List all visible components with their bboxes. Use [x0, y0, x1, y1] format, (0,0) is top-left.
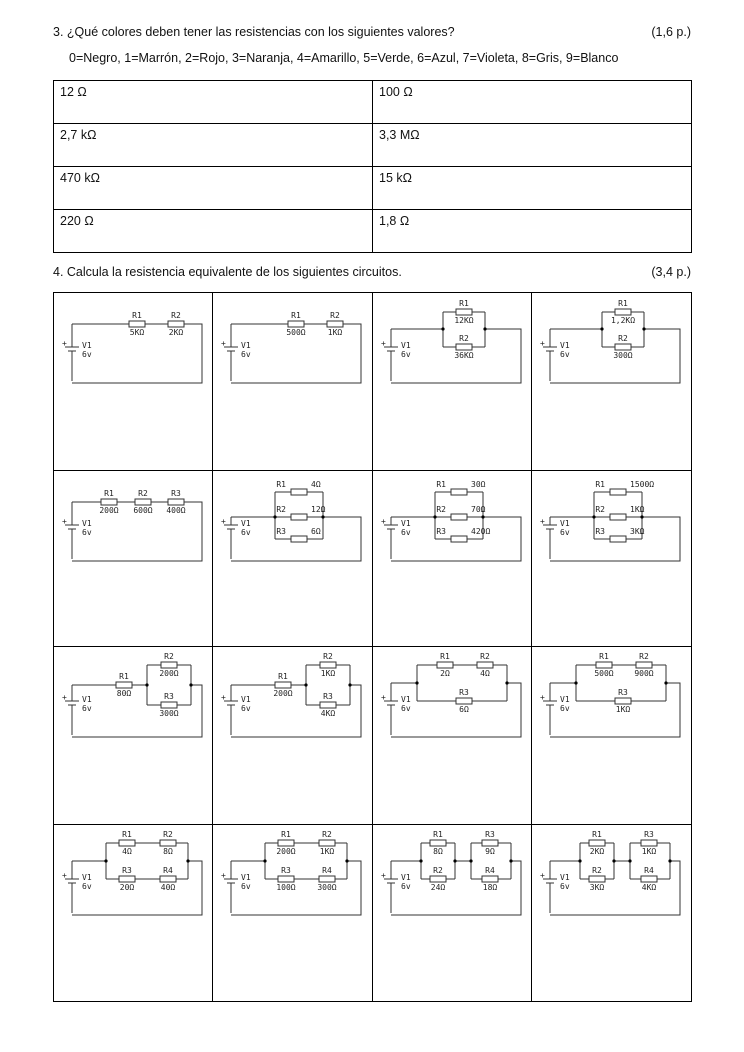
circuit-diagram — [54, 647, 213, 757]
resistor-name: R2 — [432, 866, 443, 875]
resistor-value: 8Ω — [163, 847, 173, 856]
junction-dot — [186, 859, 189, 862]
resistor-value: 5KΩ — [129, 328, 145, 337]
resistor-symbol — [161, 662, 177, 668]
battery-value: 6v — [559, 704, 570, 713]
junction-dot — [441, 327, 444, 330]
circuit-diagram — [213, 293, 372, 403]
resistor-name: R2 — [435, 505, 446, 514]
resistor-name: R4 — [163, 866, 173, 875]
resistor-name: R3 — [281, 866, 292, 875]
battery-plus: + — [62, 693, 67, 702]
battery-name: V1 — [241, 873, 251, 882]
resistor-value: 500Ω — [286, 328, 306, 337]
resistor-symbol — [615, 309, 631, 315]
battery-name: V1 — [82, 341, 92, 350]
circuit-cell — [373, 471, 532, 647]
resistor-symbol — [482, 876, 498, 882]
resistor-value: 500Ω — [594, 669, 614, 678]
junction-dot — [264, 859, 267, 862]
circuit-cell — [54, 825, 213, 1001]
battery-value: 6v — [82, 350, 92, 359]
resistor-value: 300Ω — [159, 709, 179, 718]
question-4-points: (3,4 p.) — [651, 265, 691, 279]
resistor-name: R1 — [598, 652, 609, 661]
battery-plus: + — [380, 517, 386, 526]
battery-value: 6v — [241, 350, 251, 359]
resistor-value: 1500Ω — [629, 480, 654, 489]
battery-value: 6v — [82, 704, 92, 713]
resistor-name: R1 — [276, 480, 287, 489]
table-row — [54, 124, 692, 167]
circuit-diagram — [532, 825, 691, 935]
battery-name: V1 — [241, 519, 251, 528]
resistor-symbol — [160, 876, 176, 882]
resistor-value: 18Ω — [482, 883, 497, 892]
battery-value: 6v — [400, 882, 411, 891]
resistor-symbol — [319, 876, 335, 882]
value-cell: 1,8 Ω — [373, 210, 692, 253]
resistor-name: R1 — [291, 311, 302, 320]
resistor-symbol — [456, 698, 472, 704]
resistor-value: 4Ω — [122, 847, 132, 856]
resistance-values-table — [53, 80, 692, 253]
resistor-symbol — [451, 489, 467, 495]
junction-dot — [600, 327, 603, 330]
resistor-symbol — [327, 321, 343, 327]
circuit-diagram — [373, 647, 532, 757]
circuit-cell — [213, 471, 372, 647]
resistor-value: 3KΩ — [629, 527, 645, 536]
junction-dot — [419, 859, 422, 862]
resistor-value: 24Ω — [430, 883, 445, 892]
resistor-name: R3 — [276, 527, 287, 536]
resistor-name: R2 — [171, 311, 181, 320]
resistor-symbol — [160, 840, 176, 846]
resistor-value: 70Ω — [470, 505, 485, 514]
junction-dot — [481, 515, 484, 518]
resistor-value: 900Ω — [634, 669, 654, 678]
resistor-name: R1 — [281, 830, 292, 839]
resistor-symbol — [168, 499, 184, 505]
circuit-diagram — [532, 293, 691, 403]
resistor-symbol — [477, 662, 493, 668]
resistor-symbol — [456, 344, 472, 350]
resistor-name: R3 — [435, 527, 446, 536]
battery-plus: + — [62, 871, 67, 880]
battery-name: V1 — [559, 519, 570, 528]
resistor-name: R3 — [171, 489, 181, 498]
resistor-name: R1 — [119, 672, 129, 681]
battery-plus: + — [221, 339, 227, 348]
battery-value: 6v — [241, 528, 251, 537]
resistor-value: 12Ω — [311, 505, 326, 514]
resistor-symbol — [615, 698, 631, 704]
circuit-diagram — [373, 471, 532, 581]
battery-value: 6v — [559, 882, 570, 891]
battery-name: V1 — [82, 695, 92, 704]
circuit-diagram — [213, 471, 372, 581]
table-row — [54, 210, 692, 253]
resistor-symbol — [278, 840, 294, 846]
resistor-value: 1,2KΩ — [610, 316, 635, 325]
battery-name: V1 — [400, 341, 411, 350]
circuit-diagram — [213, 647, 372, 757]
circuit-cell — [213, 825, 372, 1001]
resistor-name: R2 — [163, 830, 173, 839]
resistor-symbol — [589, 840, 605, 846]
resistor-name: R2 — [591, 866, 602, 875]
resistor-value: 100Ω — [276, 883, 296, 892]
battery-name: V1 — [559, 873, 570, 882]
circuit-cell — [373, 293, 532, 471]
junction-dot — [592, 515, 595, 518]
circuit-diagram — [54, 293, 213, 403]
circuits-grid — [53, 292, 692, 1002]
resistor-symbol — [288, 321, 304, 327]
battery-name: V1 — [400, 695, 411, 704]
battery-plus: + — [380, 339, 386, 348]
resistor-name: R1 — [132, 311, 142, 320]
resistor-symbol — [291, 514, 307, 520]
resistor-symbol — [320, 702, 336, 708]
junction-dot — [642, 327, 645, 330]
resistor-symbol — [161, 702, 177, 708]
resistor-symbol — [168, 321, 184, 327]
resistor-value: 12KΩ — [453, 316, 474, 325]
junction-dot — [612, 859, 615, 862]
resistor-value: 2KΩ — [589, 847, 604, 856]
resistor-value: 4KΩ — [641, 883, 656, 892]
value-cell: 2,7 kΩ — [54, 124, 373, 167]
circuit-diagram — [373, 825, 532, 935]
junction-dot — [346, 859, 349, 862]
resistor-name: R1 — [617, 299, 628, 308]
battery-value: 6v — [241, 882, 251, 891]
resistor-value: 36KΩ — [453, 351, 474, 360]
resistor-name: R2 — [479, 652, 490, 661]
battery-value: 6v — [559, 350, 570, 359]
circuit-cell — [373, 647, 532, 825]
battery-name: V1 — [241, 341, 251, 350]
resistor-name: R2 — [617, 334, 628, 343]
resistor-symbol — [430, 876, 446, 882]
resistor-value: 30Ω — [470, 480, 485, 489]
battery-value: 6v — [241, 704, 251, 713]
resistor-symbol — [119, 876, 135, 882]
battery-plus: + — [62, 517, 67, 526]
battery-plus: + — [221, 693, 227, 702]
resistor-symbol — [610, 536, 626, 542]
resistor-value: 6Ω — [311, 527, 321, 536]
resistor-value: 20Ω — [119, 883, 135, 892]
resistor-symbol — [320, 662, 336, 668]
junction-dot — [668, 859, 671, 862]
battery-name: V1 — [82, 873, 92, 882]
resistor-symbol — [291, 489, 307, 495]
junction-dot — [322, 515, 325, 518]
resistor-name: R4 — [322, 866, 333, 875]
resistor-name: R3 — [595, 527, 605, 536]
circuit-diagram — [213, 825, 372, 935]
resistor-symbol — [437, 662, 453, 668]
battery-name: V1 — [559, 341, 570, 350]
resistor-symbol — [278, 876, 294, 882]
battery-name: V1 — [559, 695, 570, 704]
circuit-cell — [54, 647, 213, 825]
color-code-legend: 0=Negro, 1=Marrón, 2=Rojo, 3=Naranja, 4=Amarillo, 5=Verde, 6=Azul, 7=Violeta, 8=Gris, 9=Blanco — [69, 51, 619, 65]
resistor-name: R4 — [643, 866, 654, 875]
resistor-name: R3 — [643, 830, 654, 839]
resistor-symbol — [451, 536, 467, 542]
resistor-symbol — [610, 514, 626, 520]
battery-name: V1 — [241, 695, 251, 704]
battery-value: 6v — [400, 704, 411, 713]
resistor-name: R2 — [330, 311, 341, 320]
resistor-value: 1KΩ — [615, 705, 630, 714]
resistor-symbol — [451, 514, 467, 520]
resistor-name: R4 — [484, 866, 495, 875]
resistor-symbol — [641, 876, 657, 882]
resistor-value: 1KΩ — [320, 847, 335, 856]
resistor-value: 40Ω — [160, 883, 176, 892]
question-3-title: 3. ¿Qué colores deben tener las resistencias con los siguientes valores? — [53, 25, 455, 39]
junction-dot — [574, 681, 577, 684]
resistor-symbol — [456, 309, 472, 315]
junction-dot — [104, 859, 107, 862]
resistor-symbol — [596, 662, 612, 668]
resistor-value: 8Ω — [432, 847, 443, 856]
resistor-name: R2 — [595, 505, 605, 514]
junction-dot — [578, 859, 581, 862]
resistor-value: 420Ω — [470, 527, 490, 536]
resistor-symbol — [129, 321, 145, 327]
battery-plus: + — [539, 339, 545, 348]
junction-dot — [628, 859, 631, 862]
junction-dot — [483, 327, 486, 330]
circuit-cell — [213, 293, 372, 471]
battery-value: 6v — [400, 528, 411, 537]
battery-name: V1 — [400, 519, 411, 528]
battery-plus: + — [380, 871, 386, 880]
resistor-name: R1 — [432, 830, 443, 839]
question-4-title: 4. Calcula la resistencia equivalente de los siguientes circuitos. — [53, 265, 402, 279]
resistor-symbol — [119, 840, 135, 846]
question-3-points: (1,6 p.) — [651, 25, 691, 39]
resistor-symbol — [319, 840, 335, 846]
resistor-symbol — [135, 499, 151, 505]
resistor-value: 4Ω — [311, 480, 321, 489]
resistor-value: 1KΩ — [321, 669, 336, 678]
resistor-value: 4KΩ — [321, 709, 336, 718]
resistor-value: 600Ω — [133, 506, 153, 515]
resistor-name: R3 — [122, 866, 132, 875]
resistor-name: R2 — [138, 489, 148, 498]
resistor-name: R1 — [278, 672, 289, 681]
resistor-value: 300Ω — [613, 351, 633, 360]
resistor-name: R3 — [617, 688, 628, 697]
battery-value: 6v — [82, 882, 92, 891]
battery-plus: + — [539, 871, 545, 880]
resistor-name: R2 — [323, 652, 334, 661]
resistor-value: 1KΩ — [328, 328, 343, 337]
table-row — [54, 81, 692, 124]
junction-dot — [274, 515, 277, 518]
resistor-name: R1 — [591, 830, 602, 839]
resistor-value: 200Ω — [159, 669, 179, 678]
battery-value: 6v — [82, 528, 92, 537]
circuit-diagram — [54, 471, 213, 581]
resistor-symbol — [636, 662, 652, 668]
resistor-value: 400Ω — [166, 506, 186, 515]
resistor-symbol — [291, 536, 307, 542]
resistor-name: R2 — [322, 830, 333, 839]
junction-dot — [509, 859, 512, 862]
resistor-name: R2 — [276, 505, 287, 514]
battery-plus: + — [221, 871, 227, 880]
resistor-value: 1KΩ — [641, 847, 656, 856]
value-cell: 15 kΩ — [373, 167, 692, 210]
value-cell: 3,3 MΩ — [373, 124, 692, 167]
junction-dot — [145, 683, 148, 686]
resistor-symbol — [430, 840, 446, 846]
circuit-cell — [54, 293, 213, 471]
resistor-name: R3 — [484, 830, 495, 839]
junction-dot — [505, 681, 508, 684]
resistor-value: 1KΩ — [629, 505, 645, 514]
junction-dot — [640, 515, 643, 518]
battery-plus: + — [62, 339, 67, 348]
junction-dot — [189, 683, 192, 686]
table-row — [54, 167, 692, 210]
resistor-name: R3 — [458, 688, 469, 697]
value-cell: 100 Ω — [373, 81, 692, 124]
resistor-name: R1 — [122, 830, 132, 839]
resistor-name: R1 — [435, 480, 446, 489]
resistor-value: 200Ω — [276, 847, 296, 856]
circuit-cell — [532, 293, 691, 471]
junction-dot — [664, 681, 667, 684]
resistor-value: 200Ω — [273, 689, 293, 698]
resistor-name: R1 — [104, 489, 114, 498]
resistor-value: 300Ω — [317, 883, 337, 892]
junction-dot — [469, 859, 472, 862]
circuit-cell — [213, 647, 372, 825]
resistor-value: 80Ω — [116, 689, 132, 698]
resistor-value: 9Ω — [484, 847, 495, 856]
junction-dot — [415, 681, 418, 684]
resistor-name: R2 — [164, 652, 174, 661]
resistor-value: 3KΩ — [589, 883, 604, 892]
battery-plus: + — [539, 693, 545, 702]
resistor-name: R3 — [164, 692, 174, 701]
circuit-cell — [373, 825, 532, 1001]
junction-dot — [349, 683, 352, 686]
battery-plus: + — [221, 517, 227, 526]
junction-dot — [453, 859, 456, 862]
resistor-name: R3 — [323, 692, 334, 701]
resistor-value: 6Ω — [458, 705, 469, 714]
resistor-name: R2 — [638, 652, 649, 661]
battery-plus: + — [539, 517, 545, 526]
battery-value: 6v — [400, 350, 411, 359]
resistor-symbol — [589, 876, 605, 882]
battery-name: V1 — [400, 873, 411, 882]
resistor-symbol — [615, 344, 631, 350]
resistor-value: 4Ω — [479, 669, 490, 678]
resistor-symbol — [610, 489, 626, 495]
resistor-value: 200Ω — [99, 506, 119, 515]
resistor-symbol — [101, 499, 117, 505]
circuit-cell — [532, 471, 691, 647]
circuit-diagram — [532, 471, 691, 581]
value-cell: 12 Ω — [54, 81, 373, 124]
resistor-symbol — [641, 840, 657, 846]
circuit-diagram — [532, 647, 691, 757]
value-cell: 470 kΩ — [54, 167, 373, 210]
junction-dot — [305, 683, 308, 686]
battery-value: 6v — [559, 528, 570, 537]
battery-name: V1 — [82, 519, 92, 528]
resistor-name: R1 — [439, 652, 450, 661]
resistor-name: R1 — [595, 480, 605, 489]
resistor-name: R1 — [458, 299, 469, 308]
resistor-value: 2KΩ — [168, 328, 184, 337]
value-cell: 220 Ω — [54, 210, 373, 253]
battery-plus: + — [380, 693, 386, 702]
resistor-name: R2 — [458, 334, 469, 343]
resistor-value: 2Ω — [439, 669, 450, 678]
circuit-cell — [532, 825, 691, 1001]
circuit-diagram — [54, 825, 213, 935]
resistor-symbol — [116, 682, 132, 688]
resistor-symbol — [275, 682, 291, 688]
circuit-cell — [532, 647, 691, 825]
circuit-cell — [54, 471, 213, 647]
circuit-diagram — [373, 293, 532, 403]
resistor-symbol — [482, 840, 498, 846]
junction-dot — [433, 515, 436, 518]
